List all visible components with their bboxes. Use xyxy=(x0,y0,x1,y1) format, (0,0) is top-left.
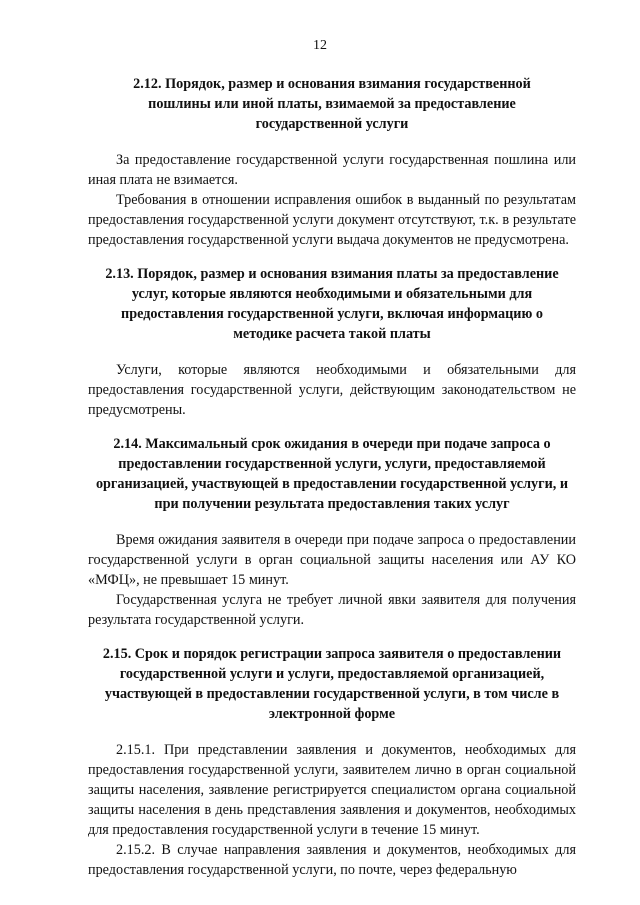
section-heading: 2.15. Срок и порядок регистрации запроса заявителя о предоставлении государственной услуги и услуги, предоставляемой организацией, участвующей в предоставлении государственной услуги, в том числе в электронной форме xyxy=(102,646,562,722)
paragraph: 2.15.1. При представлении заявления и документов, необходимых для предоставления государственной услуги, заявителем лично в орган социальной защиты населения, заявление регистрируется специалистом органа социальной защиты населения в день представления заявления и документов, необходимых для предоставления государственной услуги в течение 15 минут. xyxy=(88,742,576,838)
page-number: 12 xyxy=(313,38,327,53)
paragraph: 2.15.2. В случае направления заявления и документов, необходимых для предоставления государственной услуги, по почте, через федеральную xyxy=(88,842,576,878)
paragraph: Требования в отношении исправления ошибок в выданный по результатам предоставления государственной услуги документ отсутствуют, т.к. в результате предоставления государственной услуги выдача документов не предусмотрена. xyxy=(88,192,576,248)
document-body xyxy=(88,74,576,894)
paragraph: Время ожидания заявителя в очереди при подаче запроса о предоставлении государственной услуги в орган социальной защиты населения или АУ КО «МФЦ», не превышает 15 минут. xyxy=(88,532,576,588)
section-heading: 2.14. Максимальный срок ожидания в очереди при подаче запроса о предоставлении государственной услуги, услуги, предоставляемой организацией, участвующей в предоставлении государственной услуги, и при получении результата предоставления таких услуг xyxy=(95,436,569,512)
section-heading: 2.13. Порядок, размер и основания взимания платы за предоставление услуг, которые являются необходимыми и обязательными для предоставления государственной услуги, включая информацию о методике расчета такой платы xyxy=(105,266,559,342)
paragraph: Услуги, которые являются необходимыми и обязательными для предоставления государственной услуги, действующим законодательством не предусмотрены. xyxy=(88,362,576,418)
section-2-14 xyxy=(88,434,576,630)
paragraph: Государственная услуга не требует личной явки заявителя для получения результата государственной услуги. xyxy=(88,592,576,628)
section-2-13 xyxy=(88,264,576,420)
paragraph: За предоставление государственной услуги государственная пошлина или иная плата не взимается. xyxy=(88,152,576,188)
section-2-15 xyxy=(88,644,576,880)
section-2-12 xyxy=(88,74,576,250)
section-heading: 2.12. Порядок, размер и основания взимания государственной пошлины или иной платы, взимаемой за предоставление государственной услуги xyxy=(133,76,531,132)
